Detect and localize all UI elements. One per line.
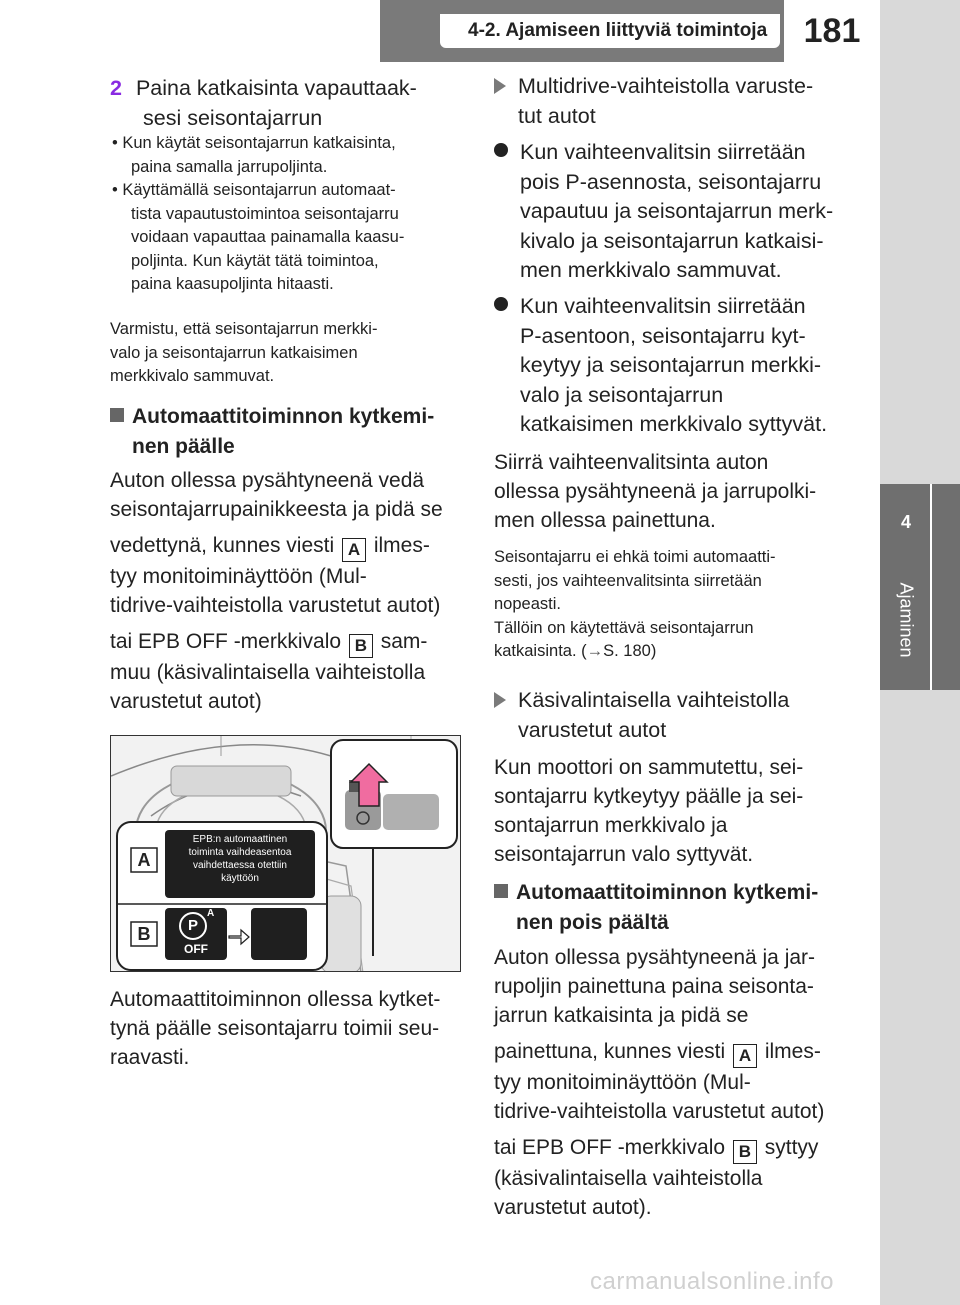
figure-message-line-4: käyttöön	[221, 873, 259, 884]
note2-line-1: Seisontajarru ei ehkä toimi automaatti-	[494, 548, 776, 566]
para2-line-4a: painettuna, kunnes viesti	[494, 1040, 726, 1063]
figure-message-line-3: vaihdettaessa otettiin	[193, 860, 287, 871]
shift-line-2: ollessa pysähtyneenä ja jarrupolki-	[494, 480, 817, 503]
para2-line-3: jarrun katkaisinta ja pidä se	[494, 1004, 749, 1027]
step-line-1: Paina katkaisinta vapauttaak-	[135, 76, 417, 100]
dot-item-2	[494, 292, 854, 440]
bullet-2-line-2: tista vapautustoimintoa seisontajarru	[131, 204, 399, 223]
sub-multidrive	[494, 72, 854, 131]
square-bullet-icon	[110, 408, 124, 422]
heading-off-line-2: nen pois päältä	[516, 911, 669, 934]
dot2-line-5: katkaisimen merkkivalo syttyvät.	[520, 412, 828, 436]
para1-line-8: varustetut autot)	[110, 690, 262, 713]
heading-auto-on	[110, 402, 460, 462]
para2-line-8: (käsivalintaisella vaihteistolla	[494, 1167, 763, 1190]
para1-line-1: Auton ollessa pysähtyneenä vedä	[110, 469, 425, 492]
dot1-line-1: Kun vaihteenvalitsin siirretään	[520, 140, 806, 164]
note2-line-3: nopeasti.	[494, 595, 561, 613]
square-bullet-icon	[494, 884, 508, 898]
page-ref-link[interactable]: S. 180)	[603, 642, 657, 660]
bullet-1-line-1: • Kun käytät seisontajarrun katkaisinta,	[112, 134, 396, 152]
para-auto-off	[494, 943, 854, 1222]
epb-off-text: OFF	[184, 942, 208, 956]
label-b-box: B	[733, 1140, 757, 1164]
figure-message	[165, 833, 315, 885]
dot2-line-3: keytyy ja seisontajarrun merkki-	[520, 353, 822, 377]
para1-line-3b: ilmes-	[373, 534, 430, 557]
dot1-line-5: men merkkivalo sammuvat.	[520, 258, 782, 282]
parking-brake-figure	[110, 735, 461, 972]
manual-line-4: seisontajarrun valo syttyvät.	[494, 843, 754, 866]
para1-line-7: muu (käsivalintaisella vaihteistolla	[110, 661, 426, 684]
dot2-line-1: Kun vaihteenvalitsin siirretään	[520, 294, 806, 318]
note-line-1: Varmistu, että seisontajarrun merkki-	[110, 320, 378, 338]
shift-line-3: men ollessa painettuna.	[494, 509, 716, 532]
epb-auto-icon: A	[207, 908, 215, 919]
para2-line-7a: tai EPB OFF -merkkivalo	[494, 1136, 726, 1159]
figure-message-line-1: EPB:n automaattinen	[192, 834, 288, 845]
para1-line-6a: tai EPB OFF -merkkivalo	[110, 630, 342, 653]
manual-line-3: sontajarrun merkkivalo ja	[494, 814, 728, 837]
after-figure-text	[110, 985, 470, 1072]
figure-label-b: B	[137, 924, 151, 944]
note2-line-5a: katkaisinta. (	[494, 642, 587, 660]
para2-line-7b: syttyy	[764, 1136, 819, 1159]
figure-message-line-2: toiminta vaihdeasentoa	[188, 847, 292, 858]
dot1-line-3: vapautuu ja seisontajarrun merk-	[520, 199, 834, 223]
para1-line-5: tidrive-vaihteistolla varustetut autot)	[110, 594, 441, 617]
sub2-line-1: Käsivalintaisella vaihteistolla	[518, 688, 790, 712]
heading-auto-off	[494, 878, 854, 938]
figure-label-a: A	[137, 850, 151, 870]
label-a-box: A	[733, 1044, 757, 1068]
shift-line-1: Siirrä vaihteenvalitsinta auton	[494, 451, 769, 474]
dot-bullet-icon	[494, 143, 508, 157]
dot-bullet-icon	[494, 297, 508, 311]
bullet-2-line-4: poljinta. Kun käytät tätä toimintoa,	[131, 251, 379, 270]
dot2-line-2: P-asentoon, seisontajarru kyt-	[520, 323, 806, 348]
bullet-1-line-2: paina samalla jarrupoljinta.	[131, 157, 328, 176]
note-auto	[494, 546, 854, 664]
dot-item-1	[494, 138, 854, 286]
dot1-line-4: kivalo ja seisontajarrun katkaisi-	[520, 228, 824, 253]
para-auto-on	[110, 466, 470, 716]
heading-on-line-1: Automaattitoiminnon kytkemi-	[132, 405, 435, 428]
watermark: carmanualsonline.info	[590, 1268, 834, 1295]
step-line-2: sesi seisontajarrun	[143, 105, 323, 130]
para2-line-2: rupoljin painettuna paina seisonta-	[494, 975, 814, 998]
dot2-line-4: valo ja seisontajarrun	[520, 382, 724, 407]
chapter-number: 4	[900, 512, 911, 532]
para1-line-3a: vedettynä, kunnes viesti	[110, 534, 335, 557]
dot1-line-2: pois P-asennosta, seisontajarru	[520, 169, 822, 194]
note-release	[110, 318, 455, 389]
after-figure-line-3: raavasti.	[110, 1046, 190, 1069]
para1-line-4: tyy monitoiminäyttöön (Mul-	[110, 565, 367, 588]
note-line-3: merkkivalo sammuvat.	[110, 367, 275, 385]
section-title: 4-2. Ajamiseen liittyviä toimintoja	[440, 14, 780, 48]
para2-line-1: Auton ollessa pysähtyneenä ja jar-	[494, 946, 816, 969]
para-manual	[494, 753, 854, 869]
para2-line-9: varustetut autot).	[494, 1196, 652, 1219]
para1-line-6b: sam-	[380, 630, 428, 653]
bullet-2-line-5: paina kaasupoljinta hitaasti.	[131, 275, 334, 293]
chapter-label-wrap	[880, 580, 932, 680]
note2-line-4: Tällöin on käytettävä seisontajarrun	[494, 618, 754, 637]
bullet-2-line-3: voidaan vapauttaa painamalla kaasu-	[131, 228, 405, 246]
after-figure-line-2: tynä päälle seisontajarru toimii seu-	[110, 1017, 440, 1040]
para1-line-2: seisontajarrupainikkeesta ja pidä se	[110, 498, 443, 521]
para2-line-5: tyy monitoiminäyttöön (Mul-	[494, 1071, 751, 1094]
triangle-bullet-icon	[494, 692, 506, 708]
page-ref-arrow-icon: →	[586, 642, 604, 660]
header-left-blank	[0, 0, 380, 62]
manual-line-2: sontajarru kytkeytyy päälle ja sei-	[494, 785, 804, 808]
step-number: 2	[110, 76, 122, 100]
note-line-2: valo ja seisontajarrun katkaisimen	[110, 343, 358, 362]
sub-manual	[494, 686, 854, 745]
para2-line-4b: ilmes-	[764, 1040, 821, 1063]
epb-p-icon: P	[187, 917, 198, 934]
label-b-box: B	[349, 634, 373, 658]
step-2	[110, 74, 450, 133]
manual-line-1: Kun moottori on sammutettu, sei-	[494, 756, 804, 779]
sub1-line-1: Multidrive-vaihteistolla varuste-	[518, 74, 814, 98]
page-number: 181	[784, 0, 880, 62]
bullet-list	[112, 132, 457, 297]
after-figure-line-1: Automaattitoiminnon ollessa kytket-	[110, 988, 441, 1011]
sub1-line-2: tut autot	[518, 103, 596, 128]
heading-on-line-2: nen päälle	[132, 435, 235, 458]
bullet-2-line-1: • Käyttämällä seisontajarrun automaat-	[112, 181, 396, 199]
heading-off-line-1: Automaattitoiminnon kytkemi-	[516, 881, 819, 904]
para2-line-6: tidrive-vaihteistolla varustetut autot)	[494, 1100, 825, 1123]
chapter-label: Ajaminen	[896, 582, 917, 658]
sub2-line-2: varustetut autot	[518, 717, 667, 742]
label-a-box: A	[342, 538, 366, 562]
triangle-bullet-icon	[494, 78, 506, 94]
note2-line-2: sesti, jos vaihteenvalitsinta siirretään	[494, 571, 762, 590]
para-shift	[494, 448, 854, 535]
